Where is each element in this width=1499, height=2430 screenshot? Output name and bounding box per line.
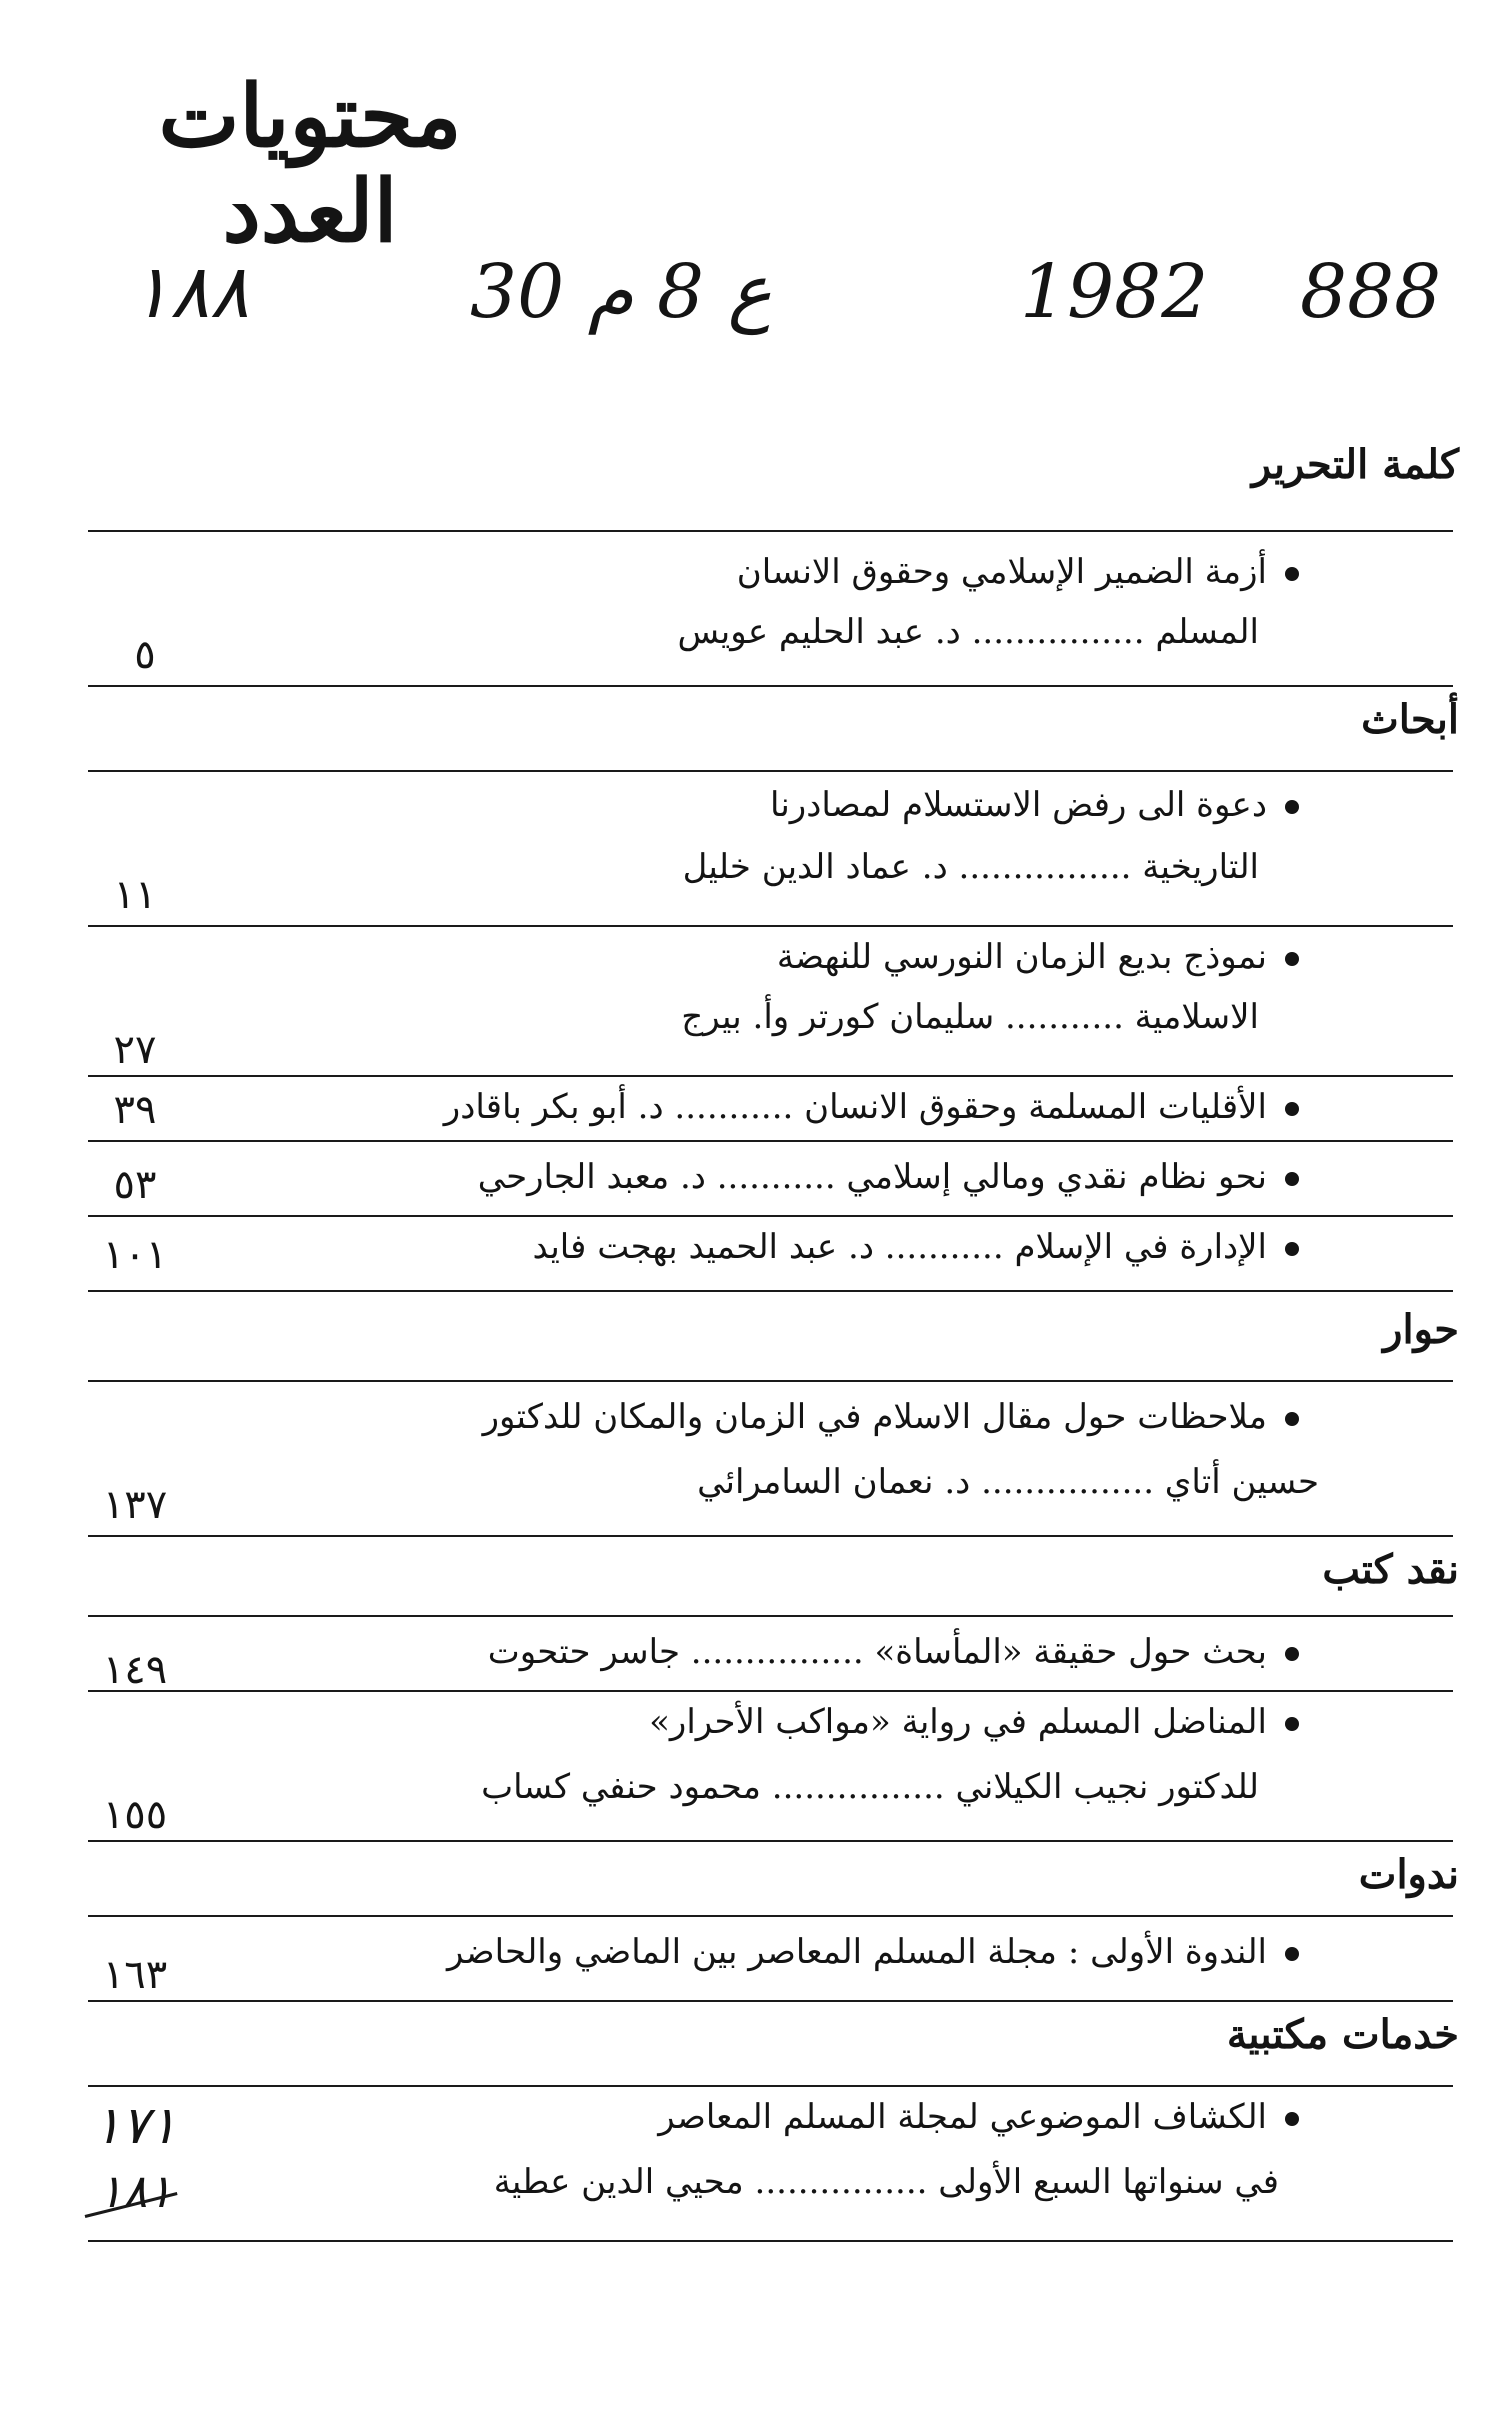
page-number: ١٣٧ [102,1482,168,1528]
rule [88,770,1453,772]
entry-title: الإدارة في الإسلام ........... د. عبد الحميد بهجت فايد [532,1230,1299,1264]
rule [88,1690,1453,1692]
entry-author-line: للدكتور نجيب الكيلاني ................ محمود حنفي كساب [481,1767,1259,1807]
handwritten-note-3: 1982 [1020,249,1209,335]
bullet-icon [1285,1412,1299,1426]
rule [88,1075,1453,1077]
rule [88,2000,1453,2002]
page-title: محتويات العدد [158,66,462,262]
rule [88,530,1453,532]
section-heading-seminars: ندوات [1358,1851,1459,1898]
rule [88,1535,1453,1537]
bullet-icon [1285,800,1299,814]
entry-title: ملاحظات حول مقال الاسلام في الزمان والمكان للدكتور [483,1400,1299,1434]
page-number: ١٤٩ [102,1647,168,1693]
rule [88,1215,1453,1217]
page-number-handwritten: ١٧١ [93,2096,177,2156]
entry-title: أزمة الضمير الإسلامي وحقوق الانسان [737,555,1299,589]
page-number-struck: ١٨١ [97,2164,173,2218]
entry-author-line: حسين أتاي ................ د. نعمان السامرائي [697,1462,1319,1502]
section-heading-book-reviews: نقد كتب [1322,1546,1459,1593]
rule [88,1290,1453,1292]
rule [88,2085,1453,2087]
handwritten-note-1: ١٨٨ [130,249,250,335]
bullet-icon [1285,1947,1299,1961]
bullet-icon [1285,2112,1299,2126]
rule [88,685,1453,687]
entry-author-line: الاسلامية ........... سليمان كورتر وأ. بيرج [681,997,1259,1037]
page-number: ١٠١ [102,1232,168,1278]
entry-author-line: في سنواتها السبع الأولى ................ محيي الدين عطية [493,2162,1279,2202]
page-number: ٣٩ [113,1087,157,1133]
entry-title: نموذج بديع الزمان النورسي للنهضة [777,940,1299,974]
bullet-icon [1285,1717,1299,1731]
rule [88,1615,1453,1617]
entry-title: الأقليات المسلمة وحقوق الانسان ........... د. أبو بكر باقادر [444,1090,1299,1124]
bullet-icon [1285,1242,1299,1256]
section-heading-library-services: خدمات مكتبية [1226,2011,1459,2058]
handwritten-note-4: 888 [1300,249,1442,335]
entry-title: دعوة الى رفض الاستسلام لمصادرنا [770,788,1299,822]
rule [88,1140,1453,1142]
section-heading-editorial: كلمة التحرير [1251,441,1459,488]
rule [88,1380,1453,1382]
page-number: ٢٧ [113,1027,157,1073]
bullet-icon [1285,1647,1299,1661]
rule [88,2240,1453,2242]
page-number: ١٦٣ [102,1952,168,1998]
entry-title: المناضل المسلم في رواية «مواكب الأحرار» [649,1705,1299,1739]
bullet-icon [1285,567,1299,581]
entry-title: بحث حول حقيقة «المأساة» ................ جاسر حتحوت [488,1635,1299,1669]
rule [88,1915,1453,1917]
bullet-icon [1285,1172,1299,1186]
section-heading-research: أبحاث [1361,696,1459,743]
page-number: ٥٣ [113,1162,157,1208]
entry-title: الندوة الأولى : مجلة المسلم المعاصر بين الماضي والحاضر [447,1935,1299,1969]
page-number: ٥ [134,632,156,678]
entry-author-line: المسلم ................ د. عبد الحليم عويس [677,612,1259,652]
rule [88,925,1453,927]
page-number: ١١ [113,872,157,918]
bullet-icon [1285,1102,1299,1116]
bullet-icon [1285,952,1299,966]
rule [88,1840,1453,1842]
entry-author-line: التاريخية ................ د. عماد الدين خليل [682,847,1259,887]
handwritten-note-2: 30 ع 8 م [470,249,772,335]
entry-title: الكشاف الموضوعي لمجلة المسلم المعاصر [658,2100,1299,2134]
entry-title: نحو نظام نقدي ومالي إسلامي ........... د. معبد الجارحي [478,1160,1299,1194]
section-heading-dialogue: حوار [1383,1306,1459,1353]
page-number: ١٥٥ [102,1792,168,1838]
